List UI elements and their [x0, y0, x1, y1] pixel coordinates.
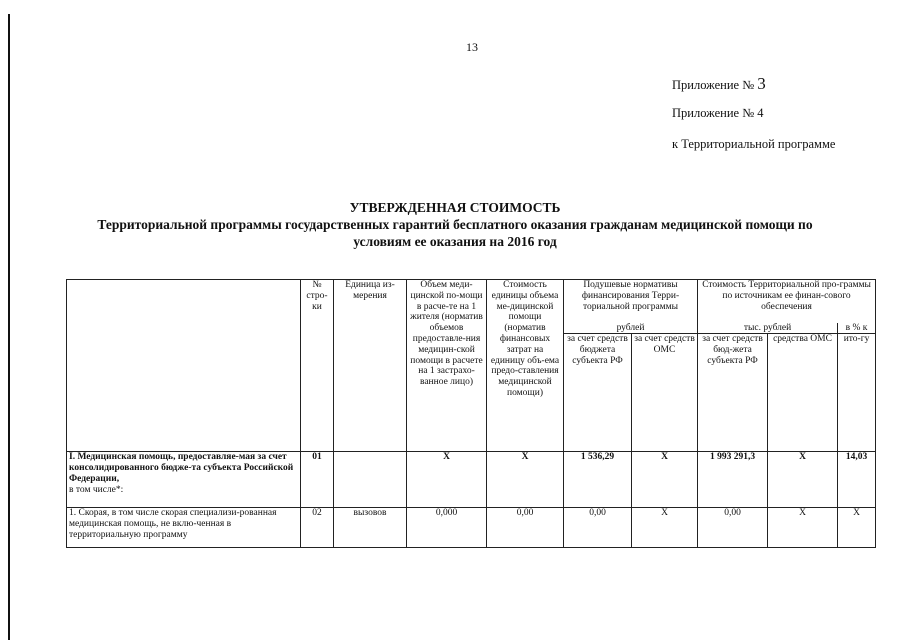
row-number: 02 — [301, 508, 334, 548]
row-name-text: I. Медицинская помощь, предоставляе-мая за счет консолидированного бюдже-та субъекта Российской Федерации, — [69, 452, 294, 484]
header-program-cost-budget: за счет средств бюд-жета субъекта РФ — [698, 334, 768, 452]
document-title: УТВЕРЖДЕННАЯ СТОИМОСТЬ — [349, 200, 561, 215]
header-program-cost-unit: тыс. рублей — [698, 323, 838, 334]
row-program-cost-budget: 1 993 291,3 — [698, 452, 768, 508]
header-program-cost-total: ито-гу — [838, 334, 876, 452]
row-cost: X — [487, 452, 564, 508]
header-row-number: № стро-ки — [301, 280, 334, 452]
header-blank-cell — [67, 280, 301, 452]
header-volume: Объем меди-цинской по-мощи в расче-те на 1 жителя (норматив объемов предоставле-ния медицин-ской помощи в расчете на 1 застрахо-ванное лицо) — [407, 280, 487, 452]
page-number: 13 — [466, 40, 478, 54]
header-per-capita: Подушевые нормативы финансирования Терри-ториальной программы — [564, 280, 698, 323]
cost-table — [66, 279, 876, 548]
row-name-note: в том числе*: — [69, 484, 124, 495]
row-program-cost-budget: 0,00 — [698, 508, 768, 548]
header-program-cost: Стоимость Территориальной про-граммы по источникам ее финан-сового обеспечения — [698, 280, 876, 323]
row-volume: X — [407, 452, 487, 508]
row-per-capita-budget: 1 536,29 — [564, 452, 632, 508]
document-subtitle-line-2: условиям ее оказания на 2016 год — [353, 234, 557, 249]
page-edge-line — [8, 14, 10, 640]
row-per-capita-oms: X — [632, 508, 698, 548]
header-per-capita-oms: за счет средств ОМС — [632, 334, 698, 452]
header-per-capita-unit: рублей — [564, 323, 698, 334]
header-unit: Единица из-мерения — [334, 280, 407, 452]
header-cost: Стоимость единицы объема ме-дицинской помощи (норматив финансовых затрат на единицу объ-ема предо-ставления медицинской помощи) — [487, 280, 564, 452]
annex-line-2: Приложение № 4 — [672, 106, 764, 120]
row-program-cost-pct: X — [838, 508, 876, 548]
row-per-capita-budget: 0,00 — [564, 508, 632, 548]
table-row — [67, 452, 876, 508]
row-name-text: 1. Скорая, в том числе скорая специализи-рованная медицинская помощь, не вклю-ченная в территориальную программу — [69, 508, 277, 540]
row-unit — [334, 452, 407, 508]
row-volume: 0,000 — [407, 508, 487, 548]
header-program-cost-oms: средства ОМС — [768, 334, 838, 452]
row-name — [67, 452, 301, 508]
header-row-1 — [67, 280, 876, 323]
row-program-cost-oms: X — [768, 452, 838, 508]
table-row — [67, 508, 876, 548]
row-unit: вызовов — [334, 508, 407, 548]
row-program-cost-pct: 14,03 — [838, 452, 876, 508]
annex-label: Приложение № — [672, 78, 755, 92]
annex-line-1 — [672, 74, 766, 94]
row-per-capita-oms: X — [632, 452, 698, 508]
header-per-capita-budget: за счет средств бюджета субъекта РФ — [564, 334, 632, 452]
row-cost: 0,00 — [487, 508, 564, 548]
annex-line-3: к Территориальной программе — [672, 137, 836, 151]
row-program-cost-oms: X — [768, 508, 838, 548]
header-program-cost-pct: в % к — [838, 323, 876, 334]
row-number: 01 — [301, 452, 334, 508]
annex-number: 3 — [757, 74, 766, 93]
row-name — [67, 508, 301, 548]
document-subtitle-line-1: Территориальной программы государственных гарантий бесплатного оказания гражданам медицинской помощи по — [97, 217, 813, 232]
